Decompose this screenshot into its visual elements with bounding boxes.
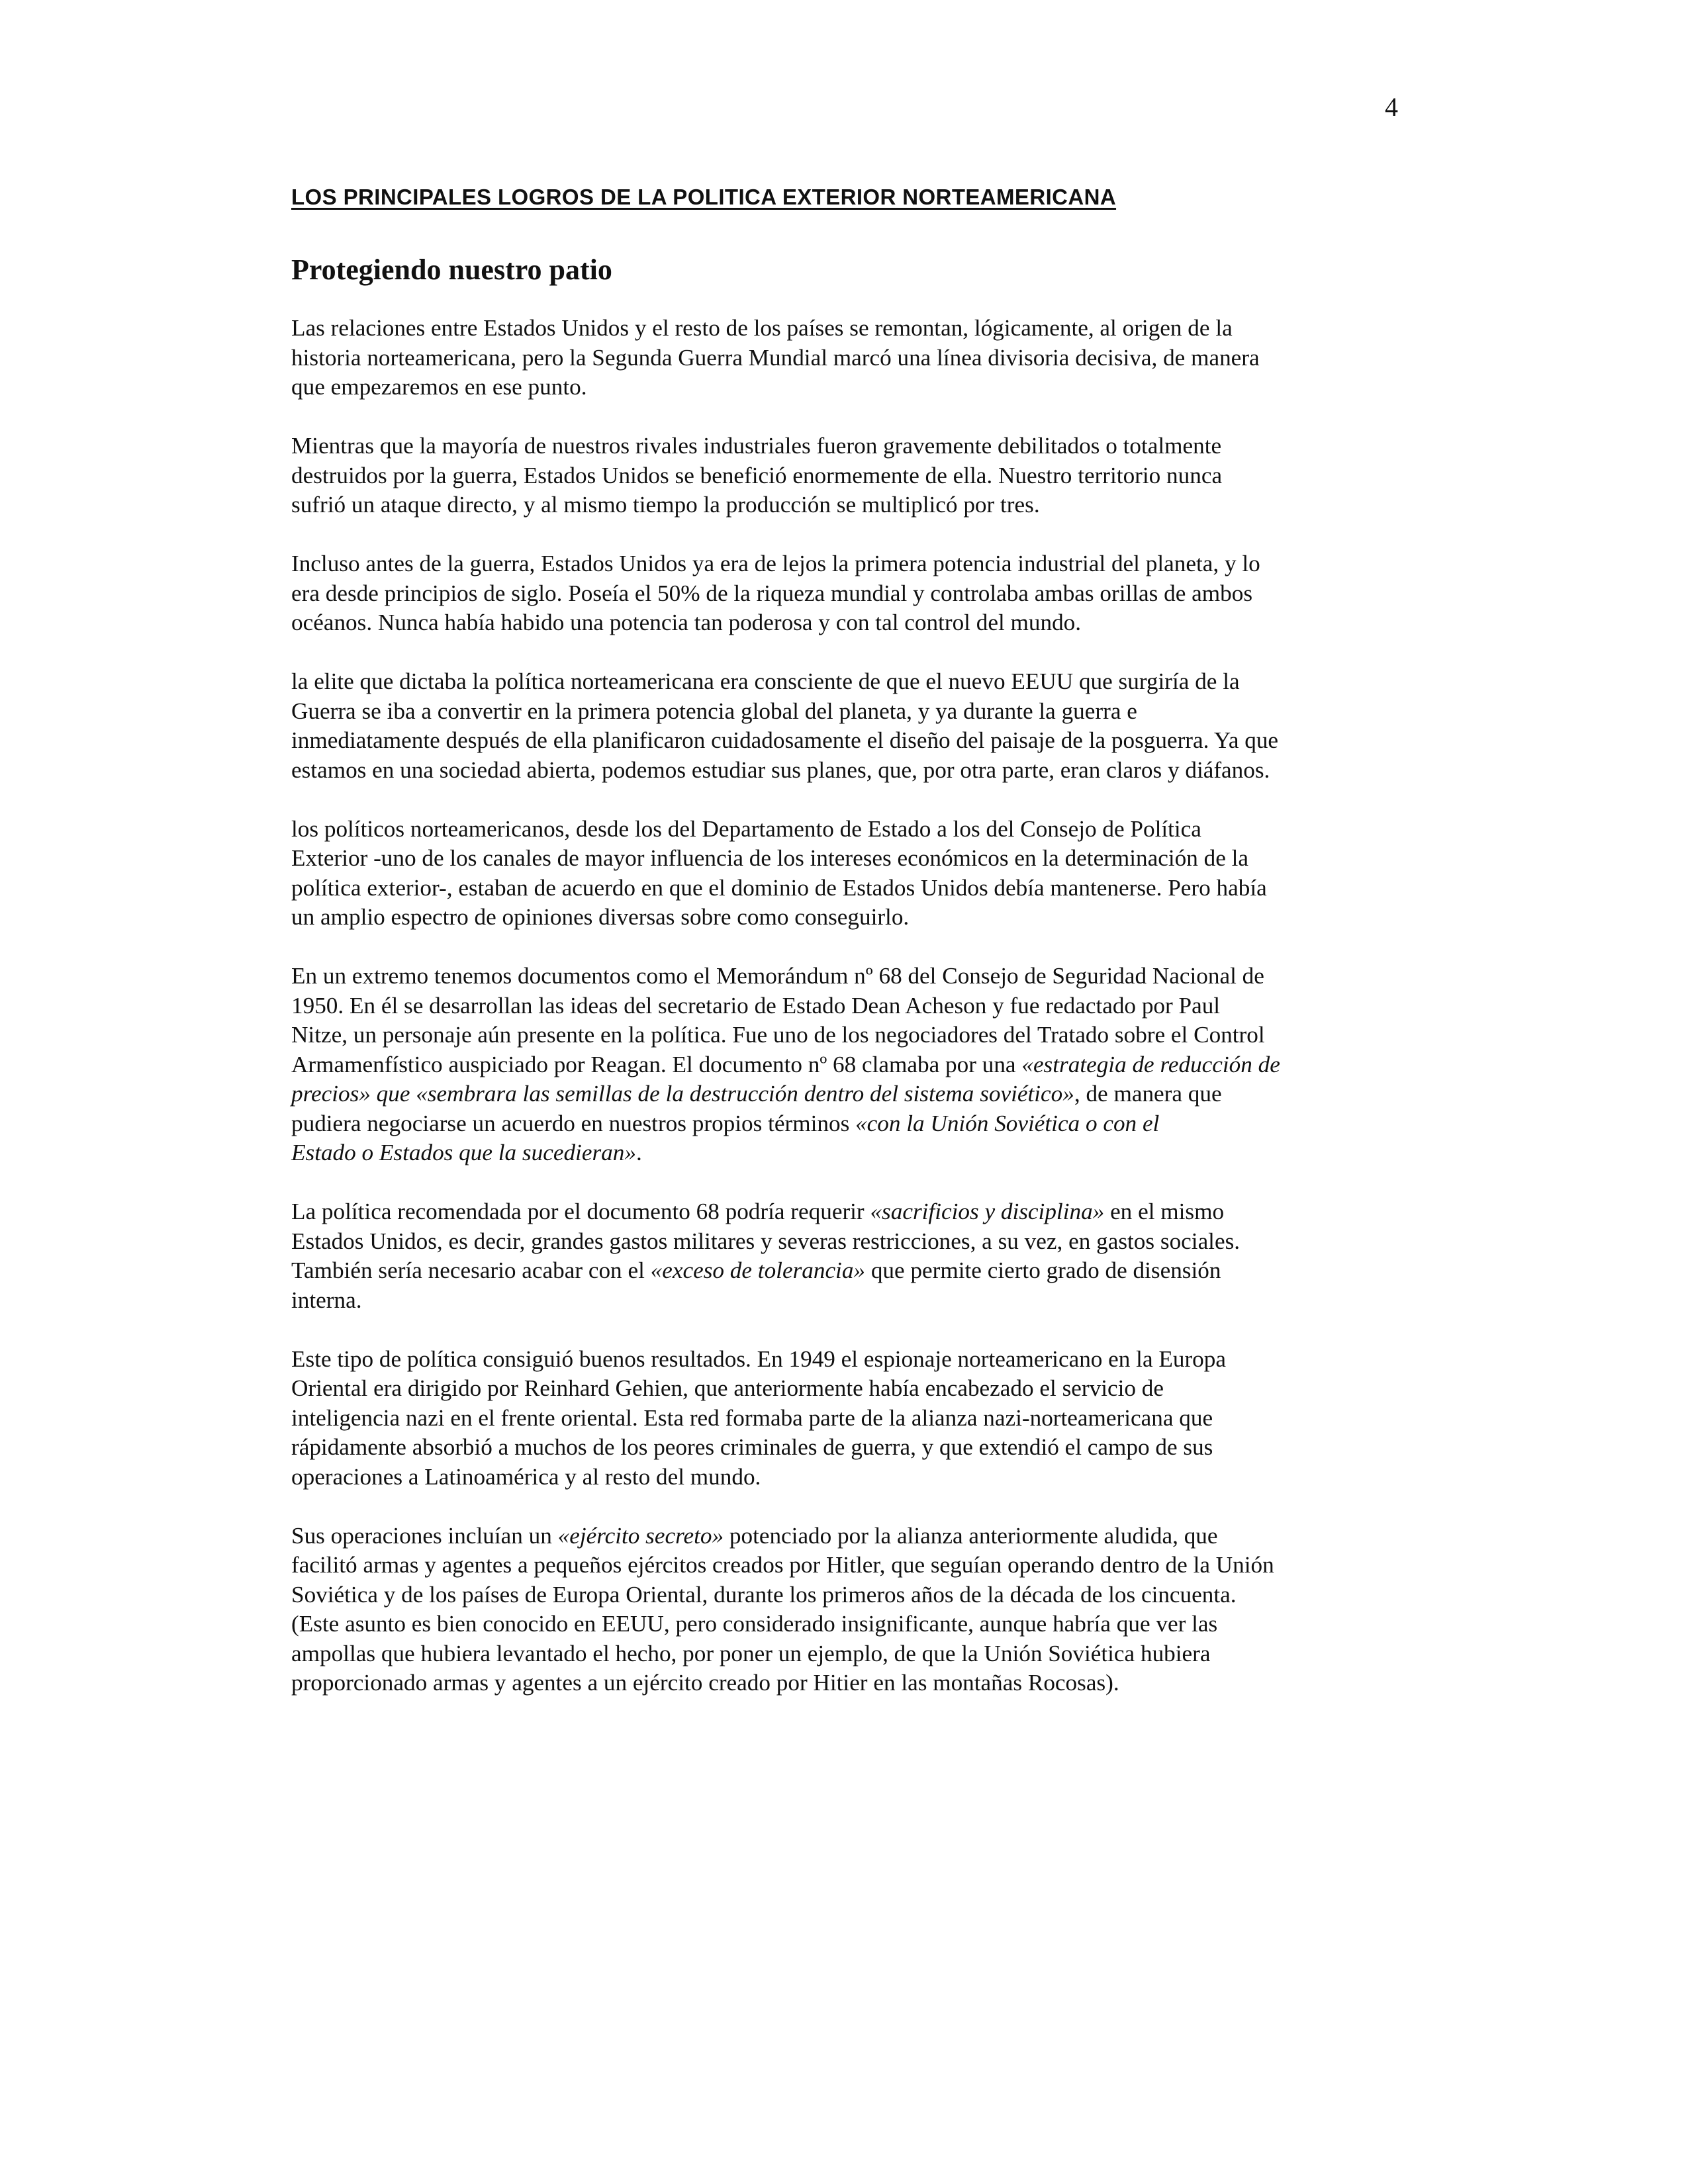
quote-run: «estrategia de reducción de — [1021, 1051, 1280, 1077]
document-title: LOS PRINCIPALES LOGROS DE LA POLITICA EXTERIOR NORTEAMERICANA — [291, 185, 1117, 209]
page-number: 4 — [1385, 92, 1398, 122]
text-line: En un extremo tenemos documentos como el Memorándum nº 68 del Consejo de Seguridad Nacional de — [291, 963, 1264, 989]
paragraph-8 — [291, 1345, 1397, 1492]
text-line: facilitó armas y agentes a pequeños ejércitos creados por Hitler, que seguían operando dentro de la Unión — [291, 1552, 1274, 1578]
text-line — [291, 1138, 1397, 1168]
quote-run: Estado o Estados que la sucedieran» — [291, 1140, 636, 1166]
text-line: Soviética y de los países de Europa Oriental, durante los primeros años de la década de los cincuenta. — [291, 1581, 1237, 1608]
quote-run: «ejército secreto» — [557, 1522, 724, 1549]
paragraph-5 — [291, 815, 1397, 933]
text-line: proporcionado armas y agentes a un ejército creado por Hitier en las montañas Rocosas). — [291, 1670, 1119, 1696]
quote-run: precios» que «sembrara las semillas de la destrucción dentro del sistema soviético» — [291, 1081, 1074, 1107]
text-line: la elite que dictaba la política norteamericana era consciente de que el nuevo EEUU que surgiría de la — [291, 668, 1240, 695]
text-line: Incluso antes de la guerra, Estados Unidos ya era de lejos la primera potencia industrial del planeta, y lo — [291, 551, 1260, 577]
paragraph-7 — [291, 1197, 1397, 1315]
text-line: destruidos por la guerra, Estados Unidos se benefició enormemente de ella. Nuestro territorio nunca — [291, 462, 1223, 488]
text-line: interna. — [291, 1287, 362, 1313]
text-line: Guerra se iba a convertir en la primera potencia global del planeta, y ya durante la guerra e — [291, 698, 1137, 724]
paragraph-1 — [291, 314, 1397, 402]
text-line: (Este asunto es bien conocido en EEUU, pero considerado insignificante, aunque habría que ver las — [291, 1611, 1218, 1637]
quote-run: «con la Unión Soviética o con el — [855, 1110, 1160, 1136]
text-line: operaciones a Latinoamérica y al resto del mundo. — [291, 1463, 761, 1490]
text-line: un amplio espectro de opiniones diversas sobre como conseguirlo. — [291, 904, 910, 931]
text-line: Exterior -uno de los canales de mayor influencia de los intereses económicos en la determinación de la — [291, 845, 1249, 872]
text-line: sufrió un ataque directo, y al mismo tiempo la producción se multiplicó por tres. — [291, 492, 1040, 518]
text-line: inmediatamente después de ella planificaron cuidadosamente el diseño del paisaje de la posguerra. Ya que — [291, 727, 1279, 754]
text-line: Este tipo de política consiguió buenos resultados. En 1949 el espionaje norteamericano en la Europa — [291, 1345, 1226, 1372]
text-line: Oriental era dirigido por Reinhard Gehien, que anteriormente había encabezado el servicio de — [291, 1375, 1164, 1402]
text-run: Armamenfístico auspiciado por Reagan. El documento nº 68 clamaba por una — [291, 1051, 1022, 1077]
text-run: potenciado por la alianza anteriormente aludida, que — [724, 1522, 1218, 1549]
text-line: ampollas que hubiera levantado el hecho, por poner un ejemplo, de que la Unión Soviética hubiera — [291, 1640, 1211, 1666]
text-line: rápidamente absorbió a muchos de los peores criminales de guerra, y que extendió el campo de sus — [291, 1434, 1213, 1461]
text-run: La política recomendada por el documento 68 podría requerir — [291, 1199, 870, 1225]
text-run: Sus operaciones incluían un — [291, 1522, 558, 1549]
text-line: 1950. En él se desarrollan las ideas del secretario de Estado Dean Acheson y fue redactado por Paul — [291, 992, 1221, 1019]
text-run: También sería necesario acabar con el — [291, 1257, 651, 1284]
quote-run: «exceso de tolerancia» — [650, 1257, 866, 1284]
section-heading: Protegiendo nuestro patio — [291, 253, 612, 286]
text-line: Estados Unidos, es decir, grandes gastos militares y severas restricciones, a su vez, en gastos sociales. — [291, 1228, 1241, 1254]
text-line: Las relaciones entre Estados Unidos y el resto de los países se remontan, lógicamente, al origen de la — [291, 315, 1233, 341]
paragraph-4 — [291, 667, 1397, 785]
text-line — [291, 1197, 1397, 1227]
text-line: Nitze, un personaje aún presente en la política. Fue uno de los negociadores del Tratado sobre el Control — [291, 1022, 1265, 1048]
paragraph-6 — [291, 962, 1397, 1168]
text-line: Mientras que la mayoría de nuestros rivales industriales fueron gravemente debilitados o totalmente — [291, 433, 1222, 459]
paragraph-9 — [291, 1522, 1397, 1698]
text-run: , de manera que — [1074, 1081, 1222, 1107]
text-line: estamos en una sociedad abierta, podemos estudiar sus planes, que, por otra parte, eran claros y diáfanos. — [291, 756, 1270, 783]
paragraph-3 — [291, 549, 1397, 638]
paragraph-2 — [291, 432, 1397, 520]
text-line — [291, 1256, 1397, 1286]
document-body — [291, 184, 1397, 1727]
text-run: pudiera negociarse un acuerdo en nuestros propios términos — [291, 1110, 856, 1136]
text-line: política exterior-, estaban de acuerdo en que el dominio de Estados Unidos debía mantenerse. Pero había — [291, 874, 1267, 901]
text-line: historia norteamericana, pero la Segunda Guerra Mundial marcó una línea divisoria decisiva, de manera — [291, 344, 1260, 371]
text-line: que empezaremos en ese punto. — [291, 374, 587, 400]
text-line: los políticos norteamericanos, desde los del Departamento de Estado a los del Consejo de Política — [291, 815, 1201, 842]
text-line — [291, 1050, 1397, 1080]
text-line: inteligencia nazi en el frente oriental. Esta red formaba parte de la alianza nazi-norteamericana que — [291, 1404, 1213, 1431]
text-run: . — [635, 1140, 642, 1166]
text-run: que permite cierto grado de disensión — [865, 1257, 1221, 1284]
quote-run: «sacrificios y disciplina» — [870, 1199, 1105, 1225]
text-line: océanos. Nunca había habido una potencia tan poderosa y con tal control del mundo. — [291, 610, 1082, 636]
text-line — [291, 1522, 1397, 1551]
text-line — [291, 1109, 1397, 1139]
text-line: era desde principios de siglo. Poseía el 50% de la riqueza mundial y controlaba ambas orillas de ambos — [291, 580, 1253, 606]
text-run: en el mismo — [1104, 1199, 1225, 1225]
text-line — [291, 1079, 1397, 1109]
